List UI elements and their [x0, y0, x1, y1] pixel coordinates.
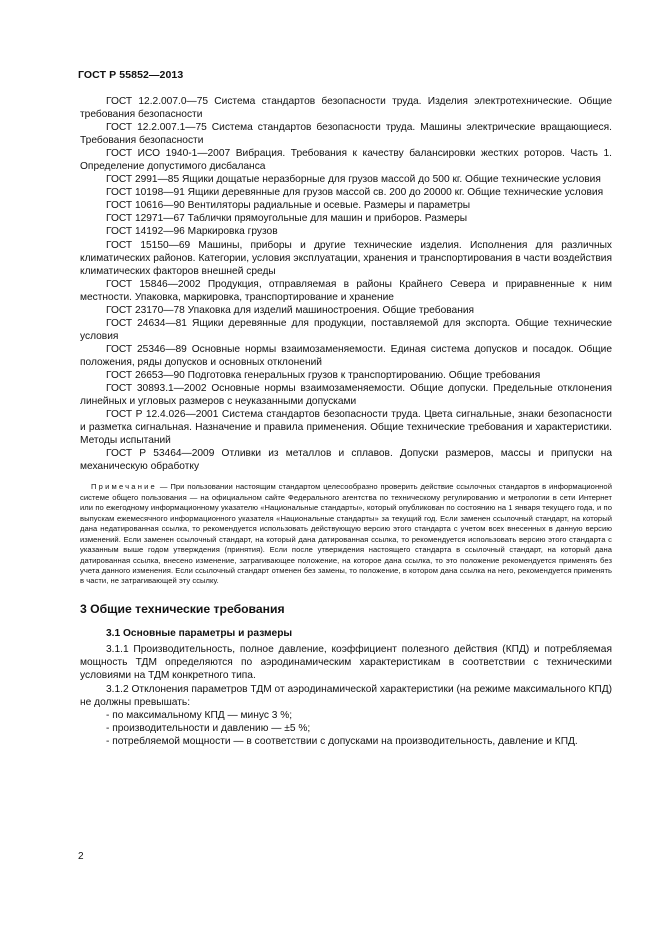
reference-item: ГОСТ 24634—81 Ящики деревянные для продукции, поставляемой для экспорта. Общие технические условия [80, 317, 612, 342]
reference-item: ГОСТ 12.2.007.1—75 Система стандартов безопасности труда. Машины электрические вращающиеся. Требования безопасности [80, 122, 612, 147]
normative-references-list [80, 95, 612, 473]
reference-item: ГОСТ 2991—85 Ящики дощатые неразборные для грузов массой до 500 кг. Общие технические условия [106, 174, 601, 186]
note-label: Примечание [91, 482, 157, 492]
tolerance-list [80, 709, 612, 748]
reference-item: ГОСТ 10616—90 Вентиляторы радиальные и осевые. Размеры и параметры [106, 200, 471, 212]
reference-item: ГОСТ 25346—89 Основные нормы взаимозаменяемости. Единая система допусков и посадок. Общие положения, ряды допусков и основных отклонений [80, 343, 612, 368]
reference-item: ГОСТ 15846—2002 Продукция, отправляемая в районы Крайнего Севера и приравненные к ним местности. Упаковка, маркировка, транспортирование и хранение [80, 278, 612, 303]
list-item: - потребляемой мощности — в соответствии с допусками на производительность, давление и КПД. [106, 736, 578, 748]
reference-item: ГОСТ 30893.1—2002 Основные нормы взаимозаменяемости. Общие допуски. Предельные отклонения линейных и угловых размеров с неуказанными допусками [80, 383, 612, 408]
reference-item: ГОСТ 15150—69 Машины, приборы и другие технические изделия. Исполнения для различных климатических районов. Категории, условия эксплуатации, хранения и транспортирования в части воздействия климатических факторов внешней среды [80, 239, 612, 277]
reference-item: ГОСТ 12.2.007.0—75 Система стандартов безопасности труда. Изделия электротехнические. Общие требования безопасности [80, 96, 612, 121]
standard-header: ГОСТ Р 55852—2013 [78, 69, 184, 81]
page-number: 2 [78, 851, 84, 862]
reference-item: ГОСТ 10198—91 Ящики деревянные для грузов массой св. 200 до 20000 кг. Общие технические условия [106, 187, 604, 199]
page-content [80, 95, 612, 748]
list-item: - производительности и давлению — ±5 %; [106, 723, 311, 735]
reference-item: ГОСТ Р 12.4.026—2001 Система стандартов безопасности труда. Цвета сигнальные, знаки безопасности и разметка сигнальная. Назначение и правила применения. Общие технические требования и характеристики. Методы испытаний [80, 409, 612, 447]
section-heading: 3 Общие технические требования [80, 601, 285, 616]
subsection-heading: 3.1 Основные параметры и размеры [106, 627, 293, 639]
reference-item: ГОСТ ИСО 1940-1—2007 Вибрация. Требования к качеству балансировки жестких роторов. Часть 1. Определение допустимого дисбаланса [80, 148, 612, 173]
reference-item: ГОСТ 14192—96 Маркировка грузов [106, 226, 278, 238]
reference-item: ГОСТ 26653—90 Подготовка генеральных грузов к транспортированию. Общие требования [106, 369, 541, 381]
note-text: — При пользовании настоящим стандартом целесообразно проверить действие ссылочных стандартов в информационной системе общего пользования — на официальном сайте Федерального агентства по техническому регулированию и метрологии в сети Интернет или по ежегодному информационному указателю «Национальные стандарты», который опубликован по состоянию на 1 января текущего года, и по выпускам ежемесячного информационного указателя «Национальные стандарты» за текущий год. Если заменен ссылочный стандарт, на который дана недатированная ссылка, то рекомендуется использовать действующую версию этого стандарта с учетом всех внесенных в данную версию изменений. Если заменен ссылочный стандарт, на который дана датированная ссылка, то рекомендуется использовать версию этого стандарта с указанным выше годом утверждения (принятия). Если после утверждения настоящего стандарта в ссылочный стандарт, на который дана датированная ссылка, внесено изменение, затрагивающее положение, на которое дана ссылка, то это положение рекомендуется применять без учета данного изменения. Если ссылочный стандарт отменен без замены, то положение, в котором дана ссылка на него, рекомендуется применять в части, не затрагивающей эту ссылку. [80, 482, 612, 586]
reference-item: ГОСТ 12971—67 Таблички прямоугольные для машин и приборов. Размеры [106, 213, 468, 225]
note-paragraph [80, 482, 612, 587]
list-item: - по максимальному КПД — минус 3 %; [106, 710, 293, 722]
reference-item: ГОСТ 23170—78 Упаковка для изделий машиностроения. Общие требования [106, 304, 475, 316]
reference-item: ГОСТ Р 53464—2009 Отливки из металлов и сплавов. Допуски размеров, массы и припуски на механическую обработку [80, 448, 612, 473]
clause-3-1-2: 3.1.2 Отклонения параметров ТДМ от аэродинамической характеристики (на режиме максимального КПД) не должны превышать: [80, 684, 612, 709]
clause-3-1-1: 3.1.1 Производительность, полное давление, коэффициент полезного действия (КПД) и потребляемая мощность ТДМ определяются по аэродинамическим характеристикам в соответствии с техническими условиями на ТДМ конкретного типа. [80, 644, 612, 682]
